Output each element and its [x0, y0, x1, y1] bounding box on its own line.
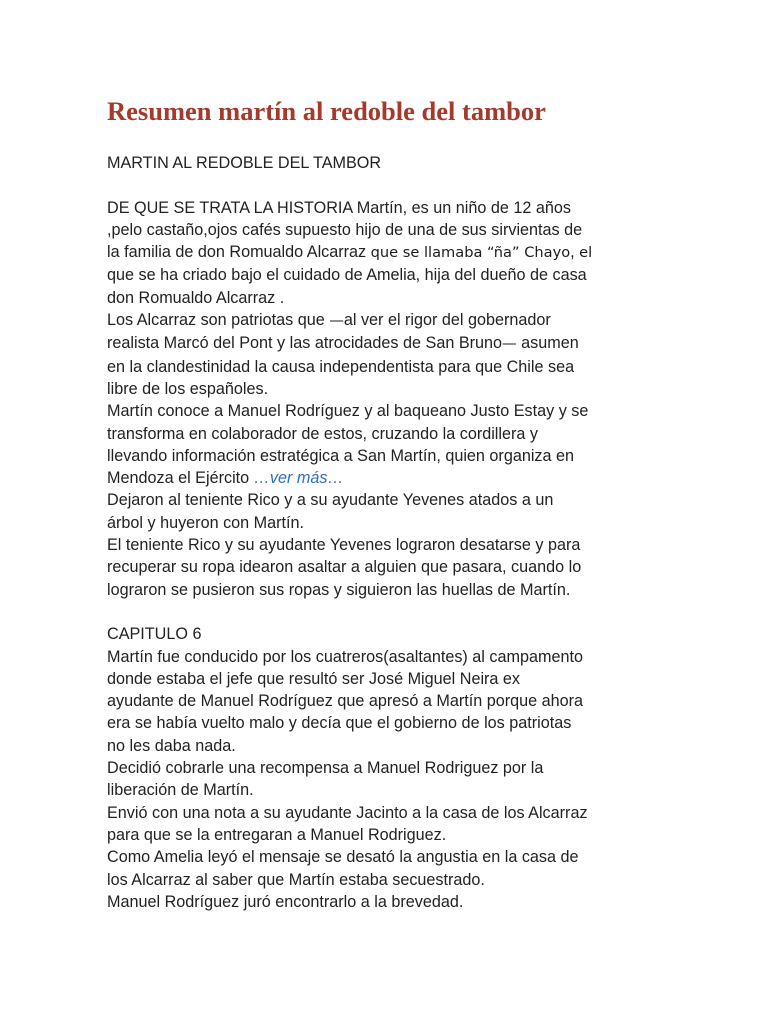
- text-fragment: ,: [570, 243, 580, 262]
- text-line: era se había vuelto malo y decía que el gobierno de los patriotas: [107, 714, 572, 733]
- text-line: donde estaba el jefe que resultó ser José Miguel Neira ex: [107, 669, 521, 688]
- text-fragment: que se llamaba “ña” Chayo: [370, 244, 571, 262]
- text-line: Martín fue conducido por los cuatreros(asaltantes) al campamento: [107, 647, 583, 666]
- em-dash: —: [502, 335, 517, 353]
- text-line: no les daba nada.: [107, 736, 236, 755]
- text-line: ayudante de Manuel Rodríguez que apresó a Martín porque ahora: [107, 692, 584, 711]
- text-line: Decidió cobrarle una recompensa a Manuel Rodriguez por la: [107, 759, 544, 778]
- text-line: [107, 332, 667, 355]
- text-line: los Alcarraz al saber que Martín estaba secuestrado.: [107, 870, 485, 889]
- text-line: libre de los españoles.: [107, 379, 269, 398]
- em-dash: —: [329, 312, 344, 330]
- section-story: [107, 197, 667, 601]
- text-fragment: al ver el rigor del gobernador: [343, 311, 551, 330]
- text-line: DE QUE SE TRATA LA HISTORIA Martín, es un niño de 12 años: [107, 198, 571, 217]
- text-line: Dejaron al teniente Rico y a su ayudante Yevenes atados a un: [107, 491, 554, 510]
- text-line: liberación de Martín.: [107, 781, 254, 800]
- text-line: que se ha criado bajo el cuidado de Amelia, hija del dueño de casa: [107, 266, 587, 285]
- text-fragment: Mendoza el Ejército: [107, 469, 254, 488]
- text-line: en la clandestinidad la causa independentista para que Chile sea: [107, 357, 575, 376]
- chapter-heading: CAPITULO 6: [107, 625, 202, 644]
- text-line: Envió con una nota a su ayudante Jacinto a la casa de los Alcarraz: [107, 803, 588, 822]
- text-line: [107, 467, 667, 489]
- text-line: lograron se pusieron sus ropas y siguieron las huellas de Martín.: [107, 580, 571, 599]
- document-page: [107, 93, 667, 913]
- text-line: transforma en colaborador de estos, cruzando la cordillera y: [107, 424, 538, 443]
- text-line: [107, 241, 667, 264]
- ver-mas-link[interactable]: …ver más…: [253, 469, 344, 488]
- text-fragment: asumen: [516, 334, 579, 353]
- text-fragment: Los Alcarraz son patriotas que: [107, 311, 330, 330]
- text-line: don Romualdo Alcarraz .: [107, 288, 285, 307]
- text-fragment: el: [579, 244, 593, 262]
- text-line: Martín conoce a Manuel Rodríguez y al baqueano Justo Estay y se: [107, 402, 589, 421]
- text-line: [107, 309, 667, 332]
- section-chapter-6: [107, 623, 667, 913]
- text-line: recuperar su ropa idearon asaltar a alguien que pasara, cuando lo: [107, 558, 582, 577]
- text-line: El teniente Rico y su ayudante Yevenes lograron desatarse y para: [107, 536, 581, 555]
- text-line: ,pelo castaño,ojos cafés supuesto hijo de una de sus sirvientas de: [107, 220, 583, 239]
- text-line: para que se la entregaran a Manuel Rodriguez.: [107, 825, 447, 844]
- text-line: árbol y huyeron con Martín.: [107, 513, 305, 532]
- text-line: Como Amelia leyó el mensaje se desató la angustia en la casa de: [107, 848, 579, 867]
- text-fragment: realista Marcó del Pont y las atrocidades de San Bruno: [107, 334, 503, 353]
- text-line: llevando información estratégica a San Martín, quien organiza en: [107, 446, 575, 465]
- document-subtitle: MARTIN AL REDOBLE DEL TAMBOR: [107, 154, 382, 172]
- text-line: Manuel Rodríguez juró encontrarlo a la brevedad.: [107, 892, 464, 911]
- spacer: [107, 601, 667, 623]
- spacer: [107, 174, 667, 196]
- text-fragment: la familia de don Romualdo Alcarraz: [107, 243, 371, 262]
- page-title: Resumen martín al redoble del tambor: [107, 96, 546, 126]
